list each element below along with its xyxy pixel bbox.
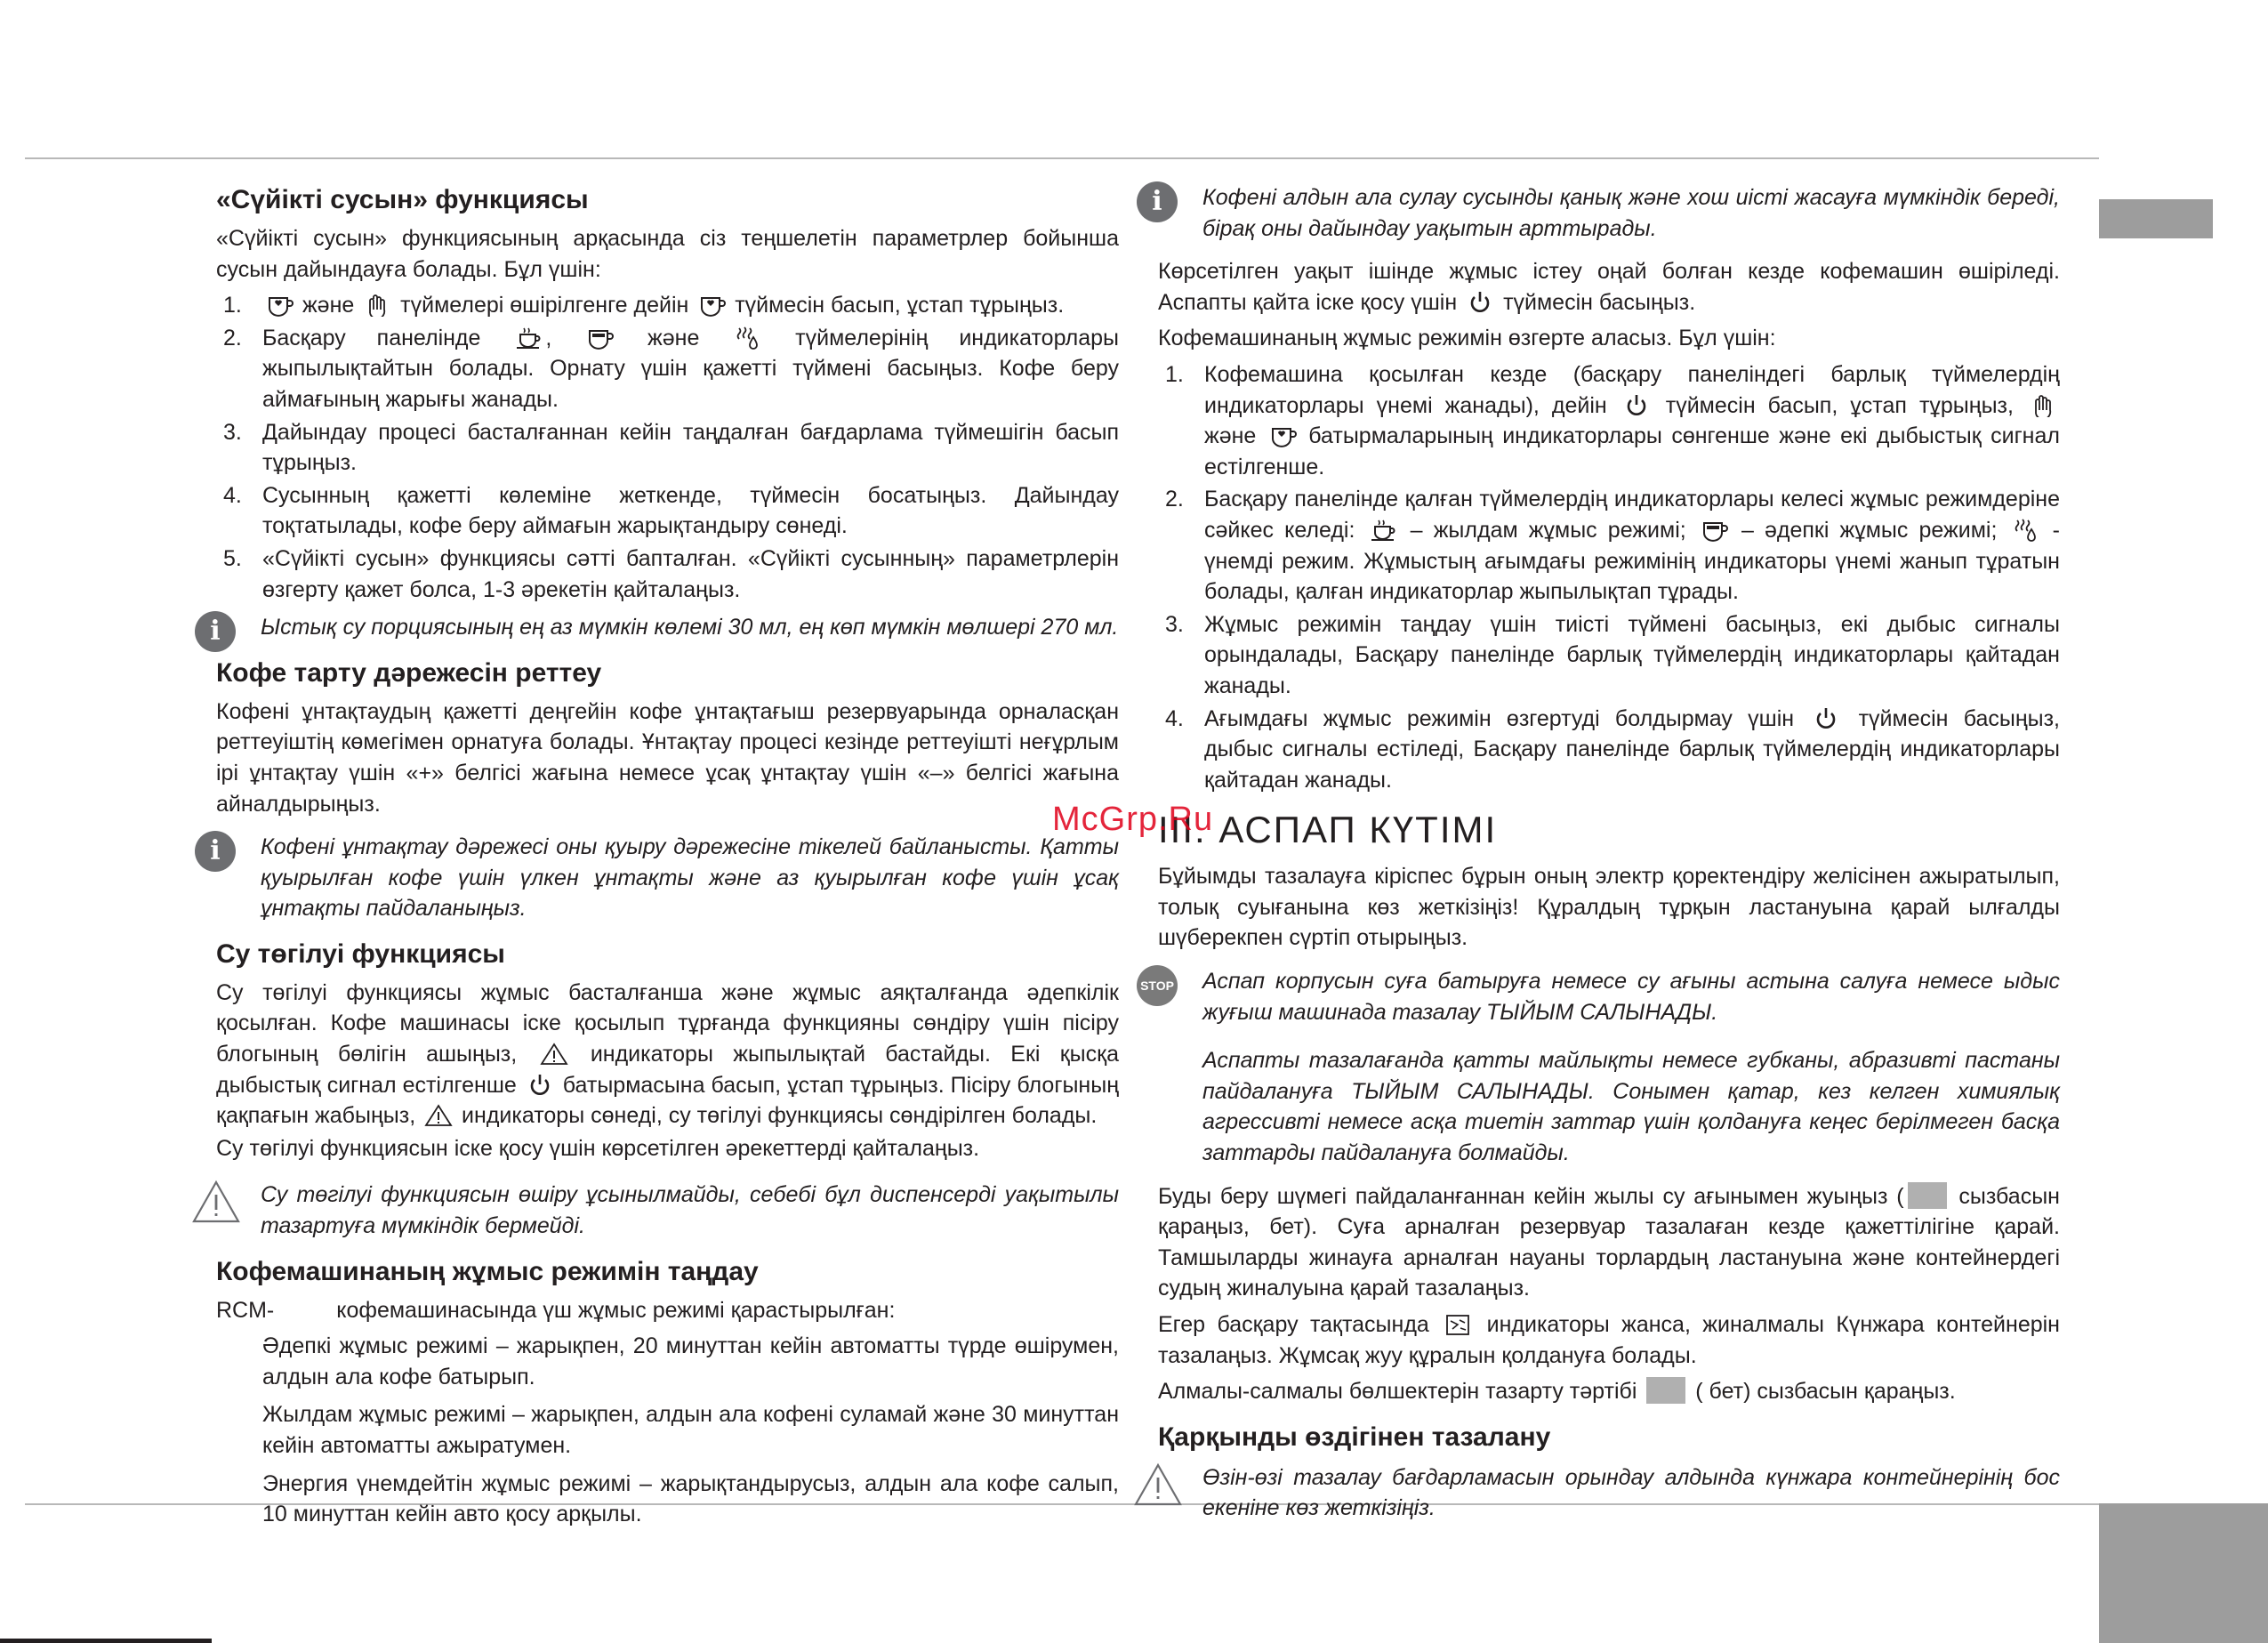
favorite-cup-icon	[1267, 424, 1298, 447]
figure-ref-box	[1646, 1377, 1685, 1404]
care-text: Бұйымды тазалауға кіріспес бұрын оның электр қоректендіру желісінен ажыратылып, толық суығанына көз жеткізіңіз! Құралдың тұрқын ластануына қарай ылғалды шүберекпен сүртіп отырыңыз.	[1158, 864, 2060, 951]
right-column	[1140, 182, 2061, 1536]
grind-note: i Кофені ұнтақтау дәрежесі оны қуыру дәрежесіне тікелей байланысты. Қатты қуырылған кофе үшін үлкен ұнтақты және аз қуырылған кофе үшін ұсақ ұнтақты пайдаланыңыз.	[216, 832, 1119, 924]
left-column	[210, 182, 1119, 1537]
warning-icon	[191, 1180, 241, 1224]
list-item: 2. Басқару панелінде , және түймелерінің индикаторлары жыпылықтайтын болады. Орнату үшін қажетті түймені басыңыз. Кофе беру аймағының жарығы жанады.	[223, 325, 1119, 412]
list-item: 2. Басқару панелінде қалған түймелердің индикаторлары келесі жұмыс режимдеріне сәйкес келеді: – жылдам жұмыс режимі; – әдепкі жұмыс режимі; - үнемді режим. Жұмыстың ағымдағы режимінің индикаторы үнемі жанып тұратын болады, қалған индикаторлар жыпылықтап тұрады.	[1165, 487, 2060, 605]
stop-note: STOP Аспап корпусын суға батыруға немесе су ағыны астына салуға немесе ыдыс жуғыш машинада тазалау ТЫЙЫМ САЛЫНАДЫ. Аспапты тазалағанда қатты майлықты немесе губканы, абразивті пастаны пайдалануға ТЫЙЫМ САЛЫНАДЫ. Сонымен қатар, кез келген химиялық агрессивті немесе асқа тиетін заттар үшін қолдануға кеңес берілмеген басқа заттарды пайдалануға болмайды.	[1158, 966, 2060, 1169]
water-drain-text: Су төгілуі функциясы жұмыс басталғанша және жұмыс аяқталғанда әдепкілік қосылған. Кофе машинасы іске қосылып тұрғанда функцияны сөндіру үшін пісіру блогының бөлігін ашыңыз, индикаторы жыпылықтай бастайды. Екі қысқа дыбыстық сигнал естілгенше батырмасына басып, ұстап тұрыңыз. Пісіру блогының қақпағын жабыңыз, индикаторы сөнеді, су төгілуі функциясы сөндірілген болады.	[216, 979, 1119, 1129]
hot-water-icon	[362, 294, 392, 317]
grind-title: Кофе тарту дәрежесін реттеу	[216, 657, 602, 688]
list-item: Энергия үнемдейтін жұмыс режимі – жарықтандырусыз, алдын ала кофе салып, 10 минуттан кейін авто қосу арқылы.	[262, 1470, 1119, 1527]
list-item: 4. Сусынның қажетті көлеміне жеткенде, түймесін босатыңыз. Дайындау тоқтатылады, кофе беру аймағын жарықтандыру сөнеді.	[223, 482, 1119, 539]
watermark: McGrp.Ru	[1052, 801, 1214, 838]
power-icon	[1811, 707, 1841, 730]
info-icon: i	[1137, 181, 1178, 222]
auto-off-text: Көрсетілген уақыт ішінде жұмыс істеу оңай болған кезде кофемашин өшіріледі. Аспапты қайта іске қосу үшін түймесін басыңыз.	[1158, 259, 2060, 315]
power-icon	[525, 1074, 555, 1097]
list-item: Әдепкі жұмыс режимі – жарықпен, 20 минуттан кейін автоматты түрде өшірумен, алдын ала кофе батырып.	[262, 1333, 1119, 1389]
coffee-cup-icon	[584, 326, 615, 350]
chapter-tab	[2099, 199, 2213, 238]
steam-spout-text: Буды беру шүмегі пайдаланғаннан кейін жылы су ағынымен жуыңыз ( сызбасын қараңыз, бет). Суға арналған резервуар тазалаған кезде қажеттілігіне қарай. Тамшыларды жинауға арналған науаны торлардың ластануына және контейнердегі судың жиналуына қарай тазалаңыз.	[1158, 1183, 2060, 1301]
hot-water-volume-note: i Ыстық су порциясының ең аз мүмкін көлемі 30 мл, ең көп мүмкін мөлшері 270 мл.	[216, 612, 1119, 643]
water-drain-repeat: Су төгілуі функциясын іске қосу үшін көрсетілген әрекеттерді қайталаңыз.	[216, 1135, 980, 1161]
espresso-cup-icon	[1368, 519, 1398, 542]
water-drain-warning: Су төгілуі функциясын өшіру ұсынылмайды, себебі бұл диспенсерді уақытылы тазартуға мүмкіндік бермейді.	[216, 1180, 1119, 1241]
hot-water-icon	[2028, 394, 2058, 417]
coffee-cup-icon	[1699, 519, 1729, 542]
favorite-drink-intro: «Сүйікті сусын» функциясының арқасында сіз теңшелетін параметрлер бойынша сусын дайындауға болады. Бұл үшін:	[216, 226, 1119, 282]
info-icon: i	[195, 611, 236, 652]
mode-rcm-line: RCM- кофемашинасында үш жұмыс режимі қарастырылған:	[216, 1297, 896, 1323]
info-icon: i	[195, 831, 236, 872]
self-cleaning-title: Қарқынды өздігінен тазалану	[1158, 1422, 1551, 1452]
list-item: 1. Кофемашина қосылған кезде (басқару панеліндегі барлық түймелердің индикаторлары үнемі жанады), дейін түймесін басып, ұстап тұрыңыз, және батырмаларының индикаторлары сөнгенше және екі дыбыстық сигнал естілгенше.	[1165, 361, 2060, 479]
removable-parts-text: Алмалы-салмалы бөлшектерін тазарту тәртібі ( бет) сызбасын қараңыз.	[1158, 1379, 1956, 1405]
warning-icon	[423, 1104, 454, 1127]
page-number-tab	[2099, 1503, 2268, 1643]
warning-icon	[539, 1043, 569, 1066]
pre-wet-note: i Кофені алдын ала сулау сусынды қанық және хош иісті жасауға мүмкіндік береді, бірақ оны дайындау уақытын арттырады.	[1158, 182, 2060, 244]
care-title: III. АСПАП КҮТІМІ	[1158, 809, 1498, 851]
steam-icon	[2010, 519, 2040, 542]
water-drain-title: Су төгілуі функциясы	[216, 938, 505, 969]
grind-text: Кофені ұнтақтаудың қажетті деңгейін кофе ұнтақтағыш резервуарында орналасқан реттеуіштің көмегімен орнатуға болады. Ұнтақтау процесі кезінде реттеуішті неғұрлым ірі ұнтақтау үшін «+» белгісі жағына немесе ұсақ ұнтақтау үшін «–» белгісі жағына айналдырыңыз.	[216, 698, 1119, 817]
espresso-cup-icon	[513, 326, 543, 350]
change-mode-steps	[1158, 359, 2060, 795]
grounds-container-icon	[1443, 1313, 1473, 1336]
footer-mark	[0, 1639, 212, 1643]
steam-icon	[732, 326, 762, 350]
favorite-cup-icon	[696, 294, 727, 317]
list-item: 1. және түймелері өшірілгенге дейін түймесін басып, ұстап тұрыңыз.	[223, 293, 1065, 318]
change-mode-intro: Кофемашинаның жұмыс режимін өзгерте аласыз. Бұл үшін:	[1158, 326, 1776, 351]
self-cleaning-warning: Өзін-өзі тазалау бағдарламасын орындау алдында күнжара контейнерінің бос екеніне көз жеткізіңіз.	[1158, 1462, 2060, 1524]
list-item: Жылдам жұмыс режимі – жарықпен, алдын ала кофені суламай және 30 минуттан кейін автоматты ажыратумен.	[262, 1402, 1119, 1458]
figure-ref-box	[1908, 1182, 1947, 1209]
mode-title: Кофемашинаның жұмыс режимін таңдау	[216, 1256, 759, 1286]
grounds-container-text: Егер басқару тақтасында индикаторы жанса, жиналмалы Күнжара контейнерін тазалаңыз. Жұмсақ жуу құралын қолдануға болады.	[1158, 1312, 2060, 1368]
top-rule	[25, 157, 2099, 159]
favorite-drink-title: «Сүйікті сусын» функциясы	[216, 185, 589, 214]
favorite-drink-steps	[216, 290, 1119, 605]
mode-list	[262, 1331, 1119, 1530]
list-item: 3. Жұмыс режимін таңдау үшін тиісті түймені басыңыз, екі дыбыс сигналы орындалады, Басқару панелінде барлық түймелердің индикаторлары қайтадан жанады.	[1165, 611, 2060, 698]
list-item: 3. Дайындау процесі басталғаннан кейін таңдалған бағдарлама түймешігін басып тұрыңыз.	[223, 419, 1119, 476]
power-icon	[1465, 291, 1495, 314]
list-item: 5. «Сүйікті сусын» функциясы сәтті бапталған. «Сүйікті сусынның» параметрлерін өзгерту қажет болса, 1-3 әрекетін қайталаңыз.	[223, 545, 1119, 602]
stop-icon: STOP	[1137, 965, 1178, 1006]
list-item: 4. Ағымдағы жұмыс режимін өзгертуді болдырмау үшін түймесін басыңыз, дыбыс сигналы естіледі, Басқару панелінде барлық түймелердің индикаторлары қайтадан жанады.	[1165, 705, 2061, 793]
warning-icon	[1133, 1462, 1183, 1507]
favorite-cup-icon	[264, 294, 294, 317]
power-icon	[1621, 394, 1652, 417]
